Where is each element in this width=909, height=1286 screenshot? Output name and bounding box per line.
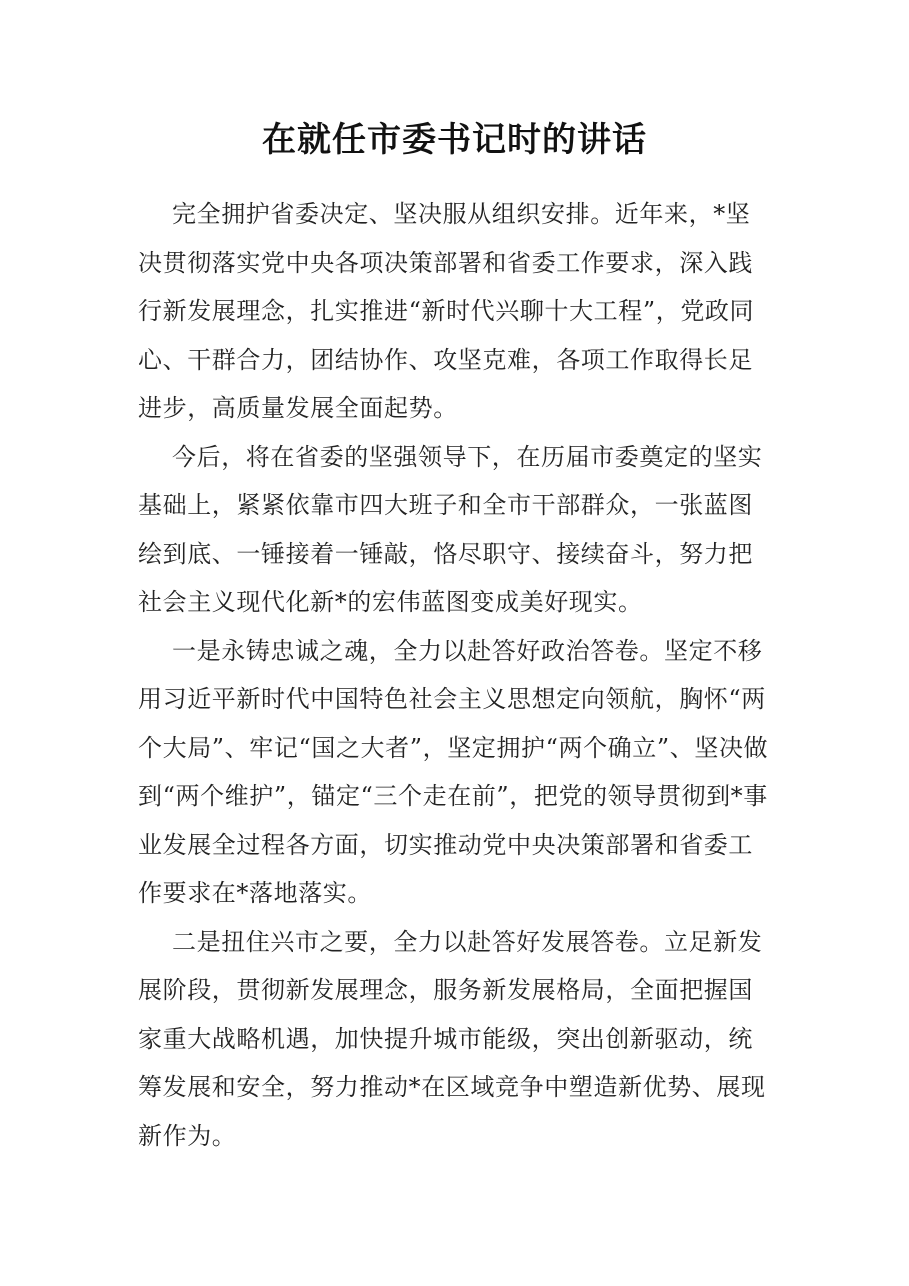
document-body: [138, 190, 770, 1160]
paragraph-2: 今后，将在省委的坚强领导下，在历届市委奠定的坚实基础上，紧紧依靠市四大班子和全市干部群众，一张蓝图绘到底、一锤接着一锤敲，恪尽职守、接续奋斗，努力把社会主义现代化新*的宏伟蓝图变成美好现实。: [138, 442, 763, 616]
paragraph-4: 二是扭住兴市之要，全力以赴答好发展答卷。立足新发展阶段，贯彻新发展理念，服务新发展格局，全面把握国家重大战略机遇，加快提升城市能级，突出创新驱动，统筹发展和安全，努力推动*在区域竞争中塑造新优势、展现新作为。: [138, 927, 766, 1150]
document-title: 在就任市委书记时的讲话: [262, 120, 647, 160]
paragraph-1: 完全拥护省委决定、坚决服从组织安排。近年来，*坚决贯彻落实党中央各项决策部署和省委工作要求，深入践行新发展理念，扎实推进“新时代兴聊十大工程”，党政同心、干群合力，团结协作、攻坚克难，各项工作取得长足进步，高质量发展全面起势。: [138, 200, 755, 422]
paragraph-3: 一是永铸忠诚之魂，全力以赴答好政治答卷。坚定不移用习近平新时代中国特色社会主义思想定向领航，胸怀“两个大局”、牢记“国之大者”，坚定拥护“两个确立”、坚决做到“两个维护”，锚定“三个走在前”，把党的领导贯彻到*事业发展全过程各方面，切实推动党中央决策部署和省委工作要求在*落地落实。: [138, 636, 769, 907]
